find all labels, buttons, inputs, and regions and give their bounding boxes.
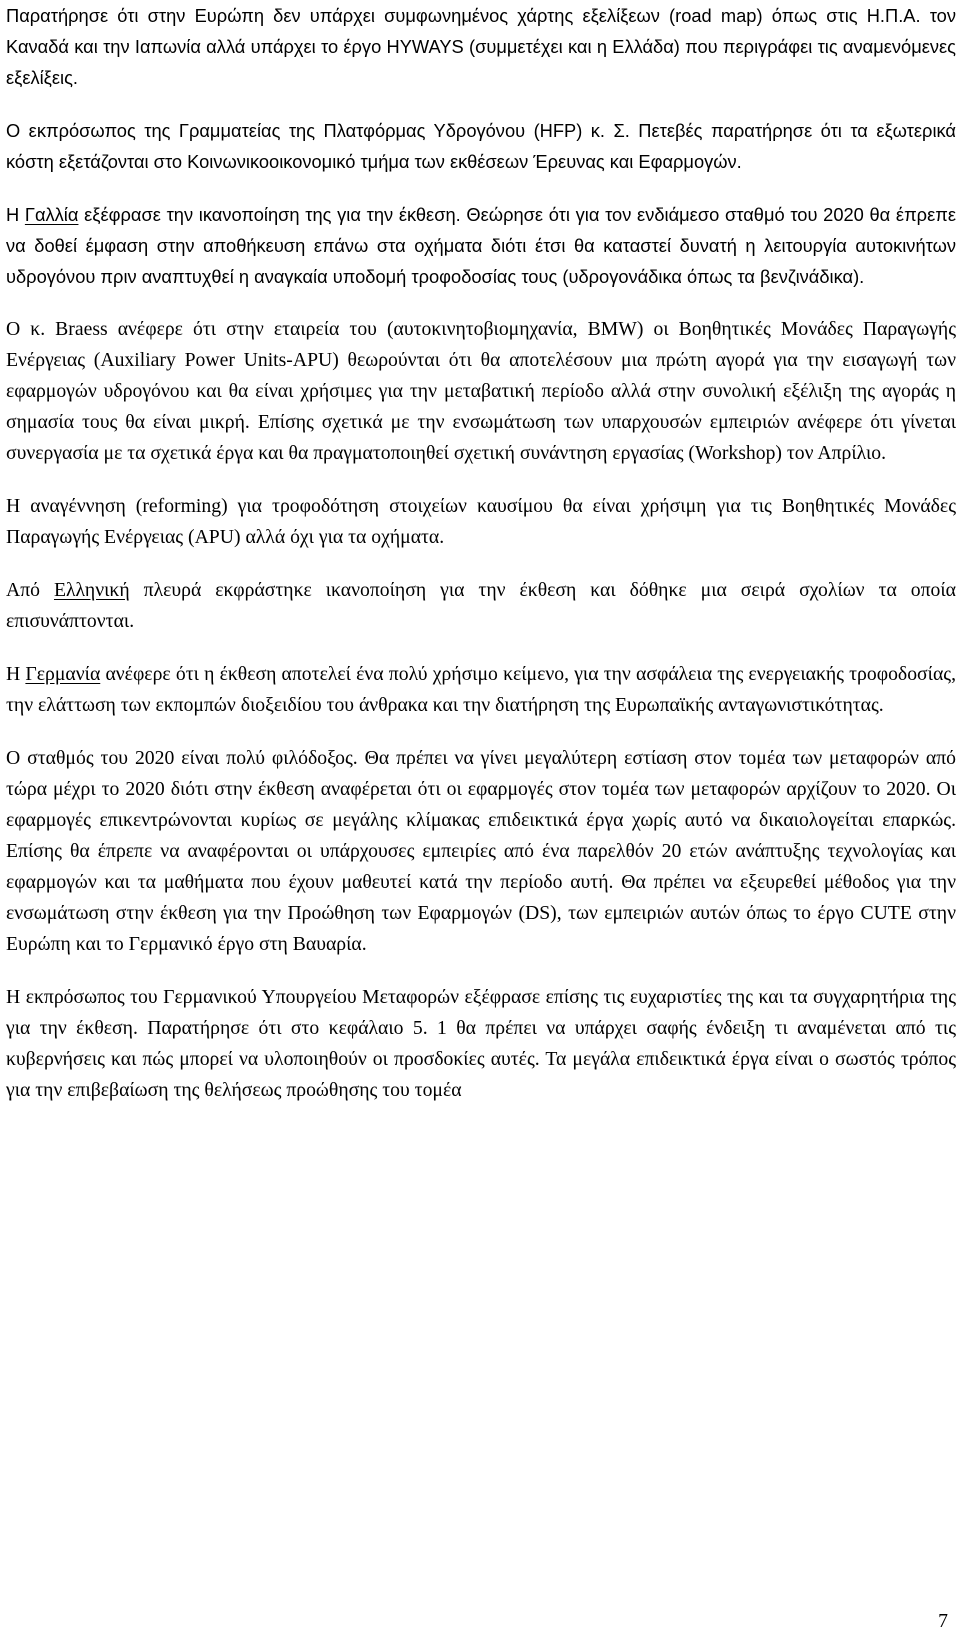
paragraph: [6, 982, 956, 1106]
text-run: εξέφρασε την ικανοποίηση της για την έκθεση. Θεώρησε ότι για τον ενδιάμεσο σταθμό του 2020 θα έπρεπε να δοθεί έμφαση στην αποθήκευση επάνω στα οχήματα διότι έτσι θα καταστεί δυνατή η λειτουργία αυτοκινήτων υδρογόνου πριν αναπτυχθεί η αναγκαία υποδομή τροφοδοσίας τους (υδρογονάδικα όπως τα βενζινάδικα).: [6, 204, 956, 287]
paragraph: [6, 199, 956, 292]
underlined-term: Γαλλία: [24, 204, 79, 225]
underlined-term: Γερμανία: [25, 663, 101, 685]
text-run: ανέφερε ότι η έκθεση αποτελεί ένα πολύ χρήσιμο κείμενο, για την ασφάλεια της ενεργειακής τροφοδοσίας, την ελάττωση των εκπομπών διοξειδίου του άνθρακα και την διατήρηση της Ευρωπαϊκής ανταγωνιστικότητας.: [6, 663, 956, 716]
text-run: Η εκπρόσωπος του Γερμανικού Υπουργείου Μεταφορών εξέφρασε επίσης τις ευχαριστίες της και τα συγχαρητήρια της για την έκθεση. Παρατήρησε ότι στο κεφάλαιο 5. 1 θα πρέπει να υπάρχει σαφής ένδειξη τι αναμένεται από τις κυβερνήσεις και πώς μπορεί να υλοποιηθούν οι προσδοκίες αυτές. Τα μεγάλα επιδεικτικά έργα είναι ο σωστός τρόπος για την επιβεβαίωση της θελήσεως προώθησης του τομέα: [6, 986, 956, 1101]
text-run: Ο σταθμός του 2020 είναι πολύ φιλόδοξος. Θα πρέπει να γίνει μεγαλύτερη εστίαση στον τομέα των μεταφορών από τώρα μέχρι το 2020 διότι στην έκθεση αναφέρεται ότι οι εφαρμογές στον τομέα των μεταφορών αρχίζουν το 2020. Οι εφαρμογές επικεντρώνονται κυρίως σε μεγάλης κλίμακας επιδεικτικά έργα χωρίς αυτό να δικαιολογείται επαρκώς. Επίσης θα έπρεπε να αναφέρονται οι υπάρχουσες εμπειρίες από ένα παρελθόν 20 ετών ανάπτυξης τεχνολογίας και εφαρμογών και τα μαθήματα που έχουν μαθευτεί κατά την περίοδο αυτή. Θα πρέπει να εξευρεθεί μέθοδος για την ενσωμάτωση στην έκθεση για την Προώθηση των Εφαρμογών (DS), των εμπειριών αυτών όπως το έργο CUTE στην Ευρώπη και το Γερμανικό έργο στη Βαυαρία.: [6, 747, 956, 955]
text-run: Ο κ. Braess ανέφερε ότι στην εταιρεία του (αυτοκινητοβιομηχανία, BMW) οι Βοηθητικές Μονάδες Παραγωγής Ενέργειας (Auxiliary Power Units-APU) θεωρούνται ότι θα αποτελέσουν μια πρώτη αγορά για την εισαγωγή των εφαρμογών υδρογόνου και θα είναι χρήσιμες για την μεταβατική περίοδο αλλά στην συνολική εξέλιξη της αγοράς η σημασία τους θα είναι μικρή. Επίσης σχετικά με την ενσωμάτωση των υπαρχουσών εμπειριών ανέφερε ότι γίνεται συνεργασία με τα σχετικά έργα και θα πραγματοποιηθεί σχετική συνάντηση εργασίας (Workshop) τον Απρίλιο.: [6, 318, 956, 464]
text-run: Η αναγέννηση (reforming) για τροφοδότηση στοιχείων καυσίμου θα είναι χρήσιμη για τις Βοηθητικές Μονάδες Παραγωγής Ενέργειας (APU) αλλά όχι για τα οχήματα.: [6, 495, 956, 548]
paragraph: [6, 575, 956, 637]
text-run: Η: [6, 204, 25, 225]
paragraph: [6, 659, 956, 721]
document-body: [6, 0, 956, 1128]
paragraph: [6, 743, 956, 960]
text-run: Παρατήρησε ότι στην Ευρώπη δεν υπάρχει συμφωνημένος χάρτης εξελίξεων (road map) όπως στις Η.Π.Α. τον Καναδά και την Ιαπωνία αλλά υπάρχει το έργο HYWAYS (συμμετέχει και η Ελλάδα) που περιγράφει τις αναμενόμενες εξελίξεις.: [6, 5, 956, 88]
text-run: πλευρά εκφράστηκε ικανοποίηση για την έκθεση και δόθηκε μια σειρά σχολίων τα οποία επισυνάπτονται.: [6, 579, 956, 632]
paragraph: [6, 314, 956, 469]
text-run: Από: [6, 579, 54, 601]
paragraph: [6, 491, 956, 553]
text-run: Ο εκπρόσωπος της Γραμματείας της Πλατφόρμας Υδρογόνου (HFP) κ. Σ. Πετεβές παρατήρησε ότι τα εξωτερικά κόστη εξετάζονται στο Κοινωνικοοικονομικό τμήμα των εκθέσεων Έρευνας και Εφαρμογών.: [6, 120, 956, 172]
paragraph: [6, 115, 956, 177]
paragraph: [6, 0, 956, 93]
underlined-term: Ελληνική: [53, 579, 130, 601]
text-run: Η: [6, 663, 26, 685]
page-number: 7: [938, 1610, 948, 1632]
